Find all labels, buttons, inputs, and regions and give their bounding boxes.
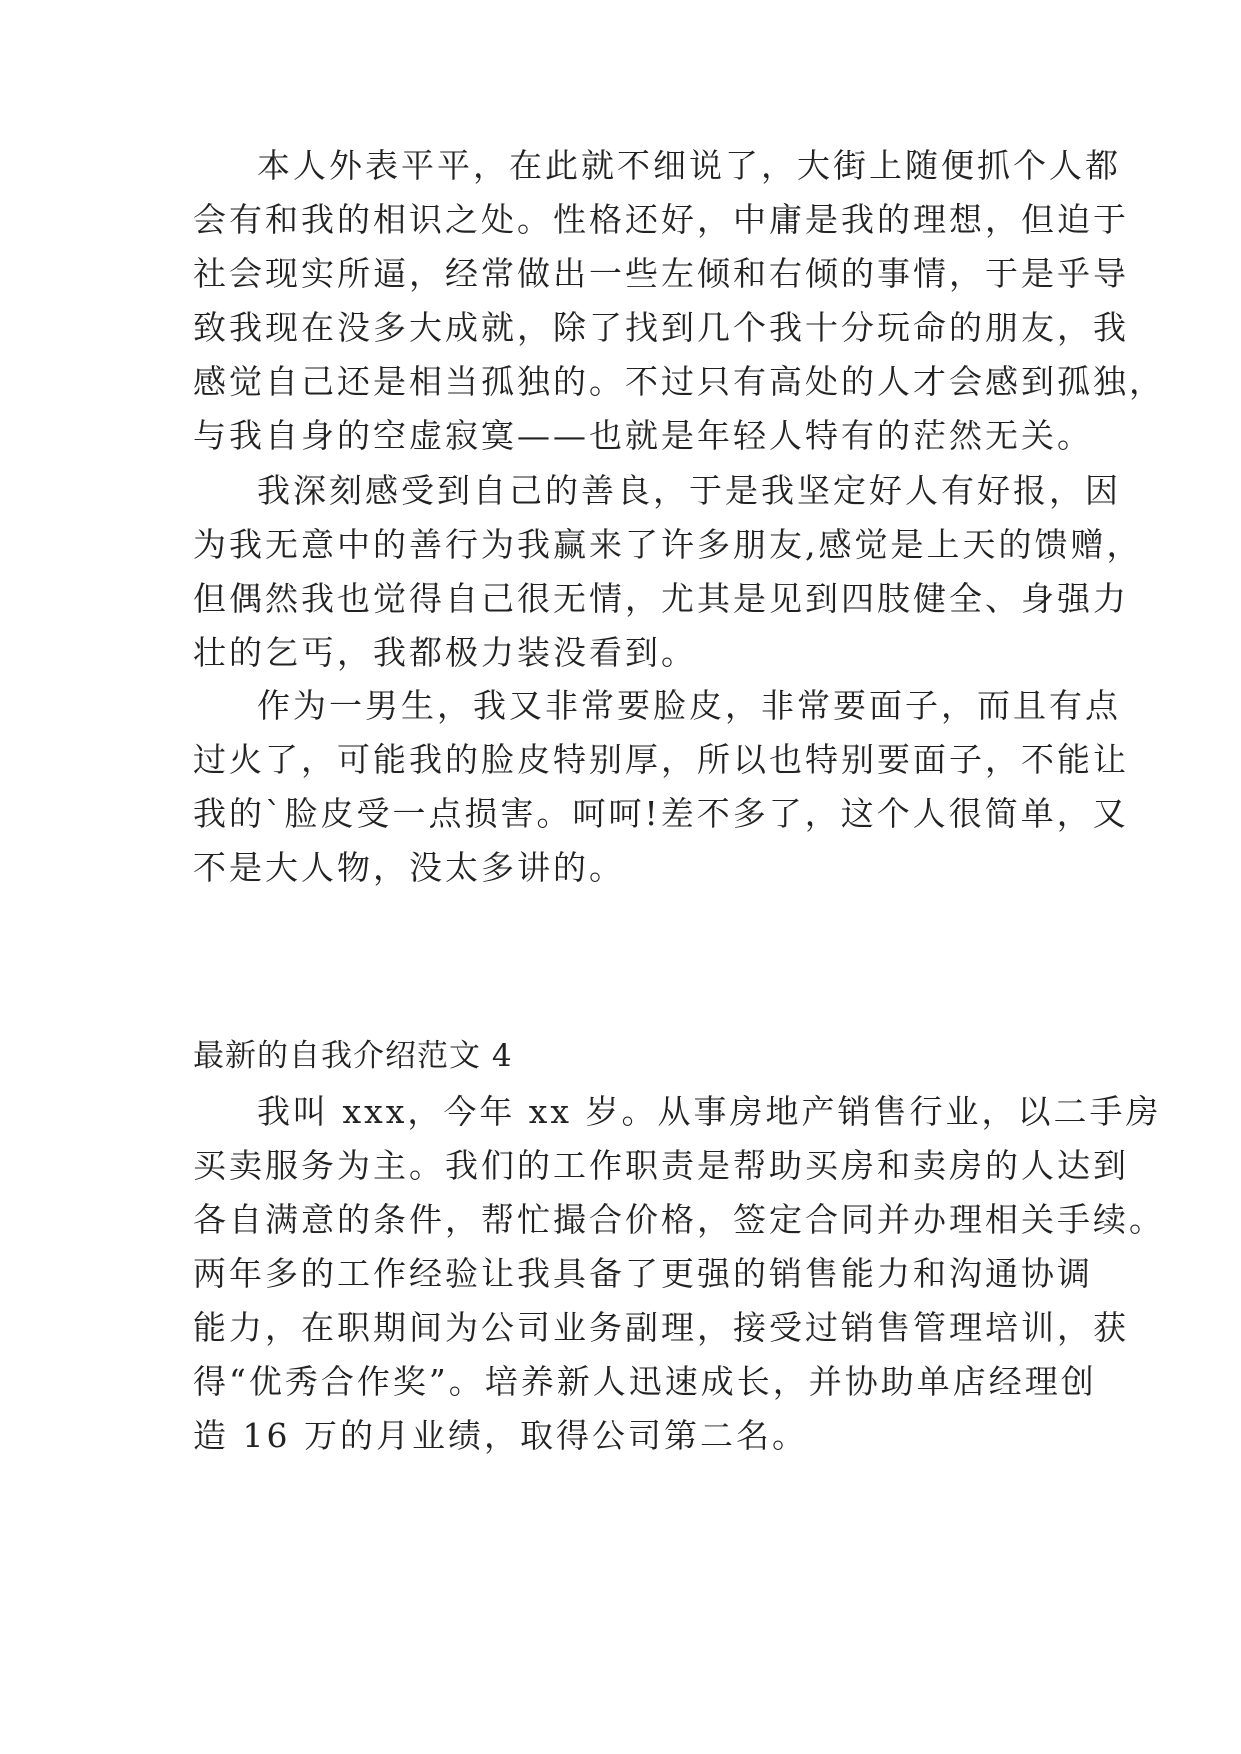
paragraph-line: 壮的乞丐，我都极力装没看到。 xyxy=(193,633,697,672)
paragraph-line: 能力，在职期间为公司业务副理，接受过销售管理培训，获 xyxy=(193,1308,1129,1347)
paragraph-line: 与我自身的空虚寂寞——也就是年轻人特有的茫然无关。 xyxy=(193,416,1093,455)
section-heading: 最新的自我介绍范文 4 xyxy=(193,1038,513,1074)
paragraph-line: 我的`脸皮受一点损害。呵呵!差不多了，这个人很简单，又 xyxy=(193,794,1129,833)
paragraph-line: 两年多的工作经验让我具备了更强的销售能力和沟通协调 xyxy=(193,1254,1093,1293)
paragraph-line: 过火了，可能我的脸皮特别厚，所以也特别要面子，不能让 xyxy=(193,740,1129,779)
paragraph-line: 我深刻感受到自己的善良，于是我坚定好人有好报，因 xyxy=(257,471,1121,510)
paragraph-line: 不是大人物，没太多讲的。 xyxy=(193,848,625,887)
paragraph-line: 会有和我的相识之处。性格还好，中庸是我的理想，但迫于 xyxy=(193,200,1129,239)
paragraph-line: 但偶然我也觉得自己很无情，尤其是见到四肢健全、身强力 xyxy=(193,579,1129,618)
paragraph-line: 致我现在没多大成就，除了找到几个我十分玩命的朋友，我 xyxy=(193,308,1129,347)
paragraph-line: 作为一男生，我又非常要脸皮，非常要面子，而且有点 xyxy=(257,686,1121,725)
paragraph-line: 社会现实所逼，经常做出一些左倾和右倾的事情，于是乎导 xyxy=(193,254,1129,293)
paragraph-line: 买卖服务为主。我们的工作职责是帮助买房和卖房的人达到 xyxy=(193,1146,1129,1185)
paragraph-line: 本人外表平平，在此就不细说了，大街上随便抓个人都 xyxy=(257,146,1121,185)
paragraph-line: 为我无意中的善行为我赢来了许多朋友,感觉是上天的馈赠， xyxy=(193,525,1143,564)
paragraph-line: 得“优秀合作奖”。培养新人迅速成长，并协助单店经理创 xyxy=(193,1362,1097,1401)
paragraph-line: 造 16 万的月业绩，取得公司第二名。 xyxy=(193,1416,808,1455)
paragraph-line: 感觉自己还是相当孤独的。不过只有高处的人才会感到孤独， xyxy=(193,362,1165,401)
paragraph-line: 各自满意的条件，帮忙撮合价格，签定合同并办理相关手续。 xyxy=(193,1200,1165,1239)
paragraph-line: 我叫 xxx，今年 xx 岁。从事房地产销售行业，以二手房 xyxy=(257,1092,1162,1131)
